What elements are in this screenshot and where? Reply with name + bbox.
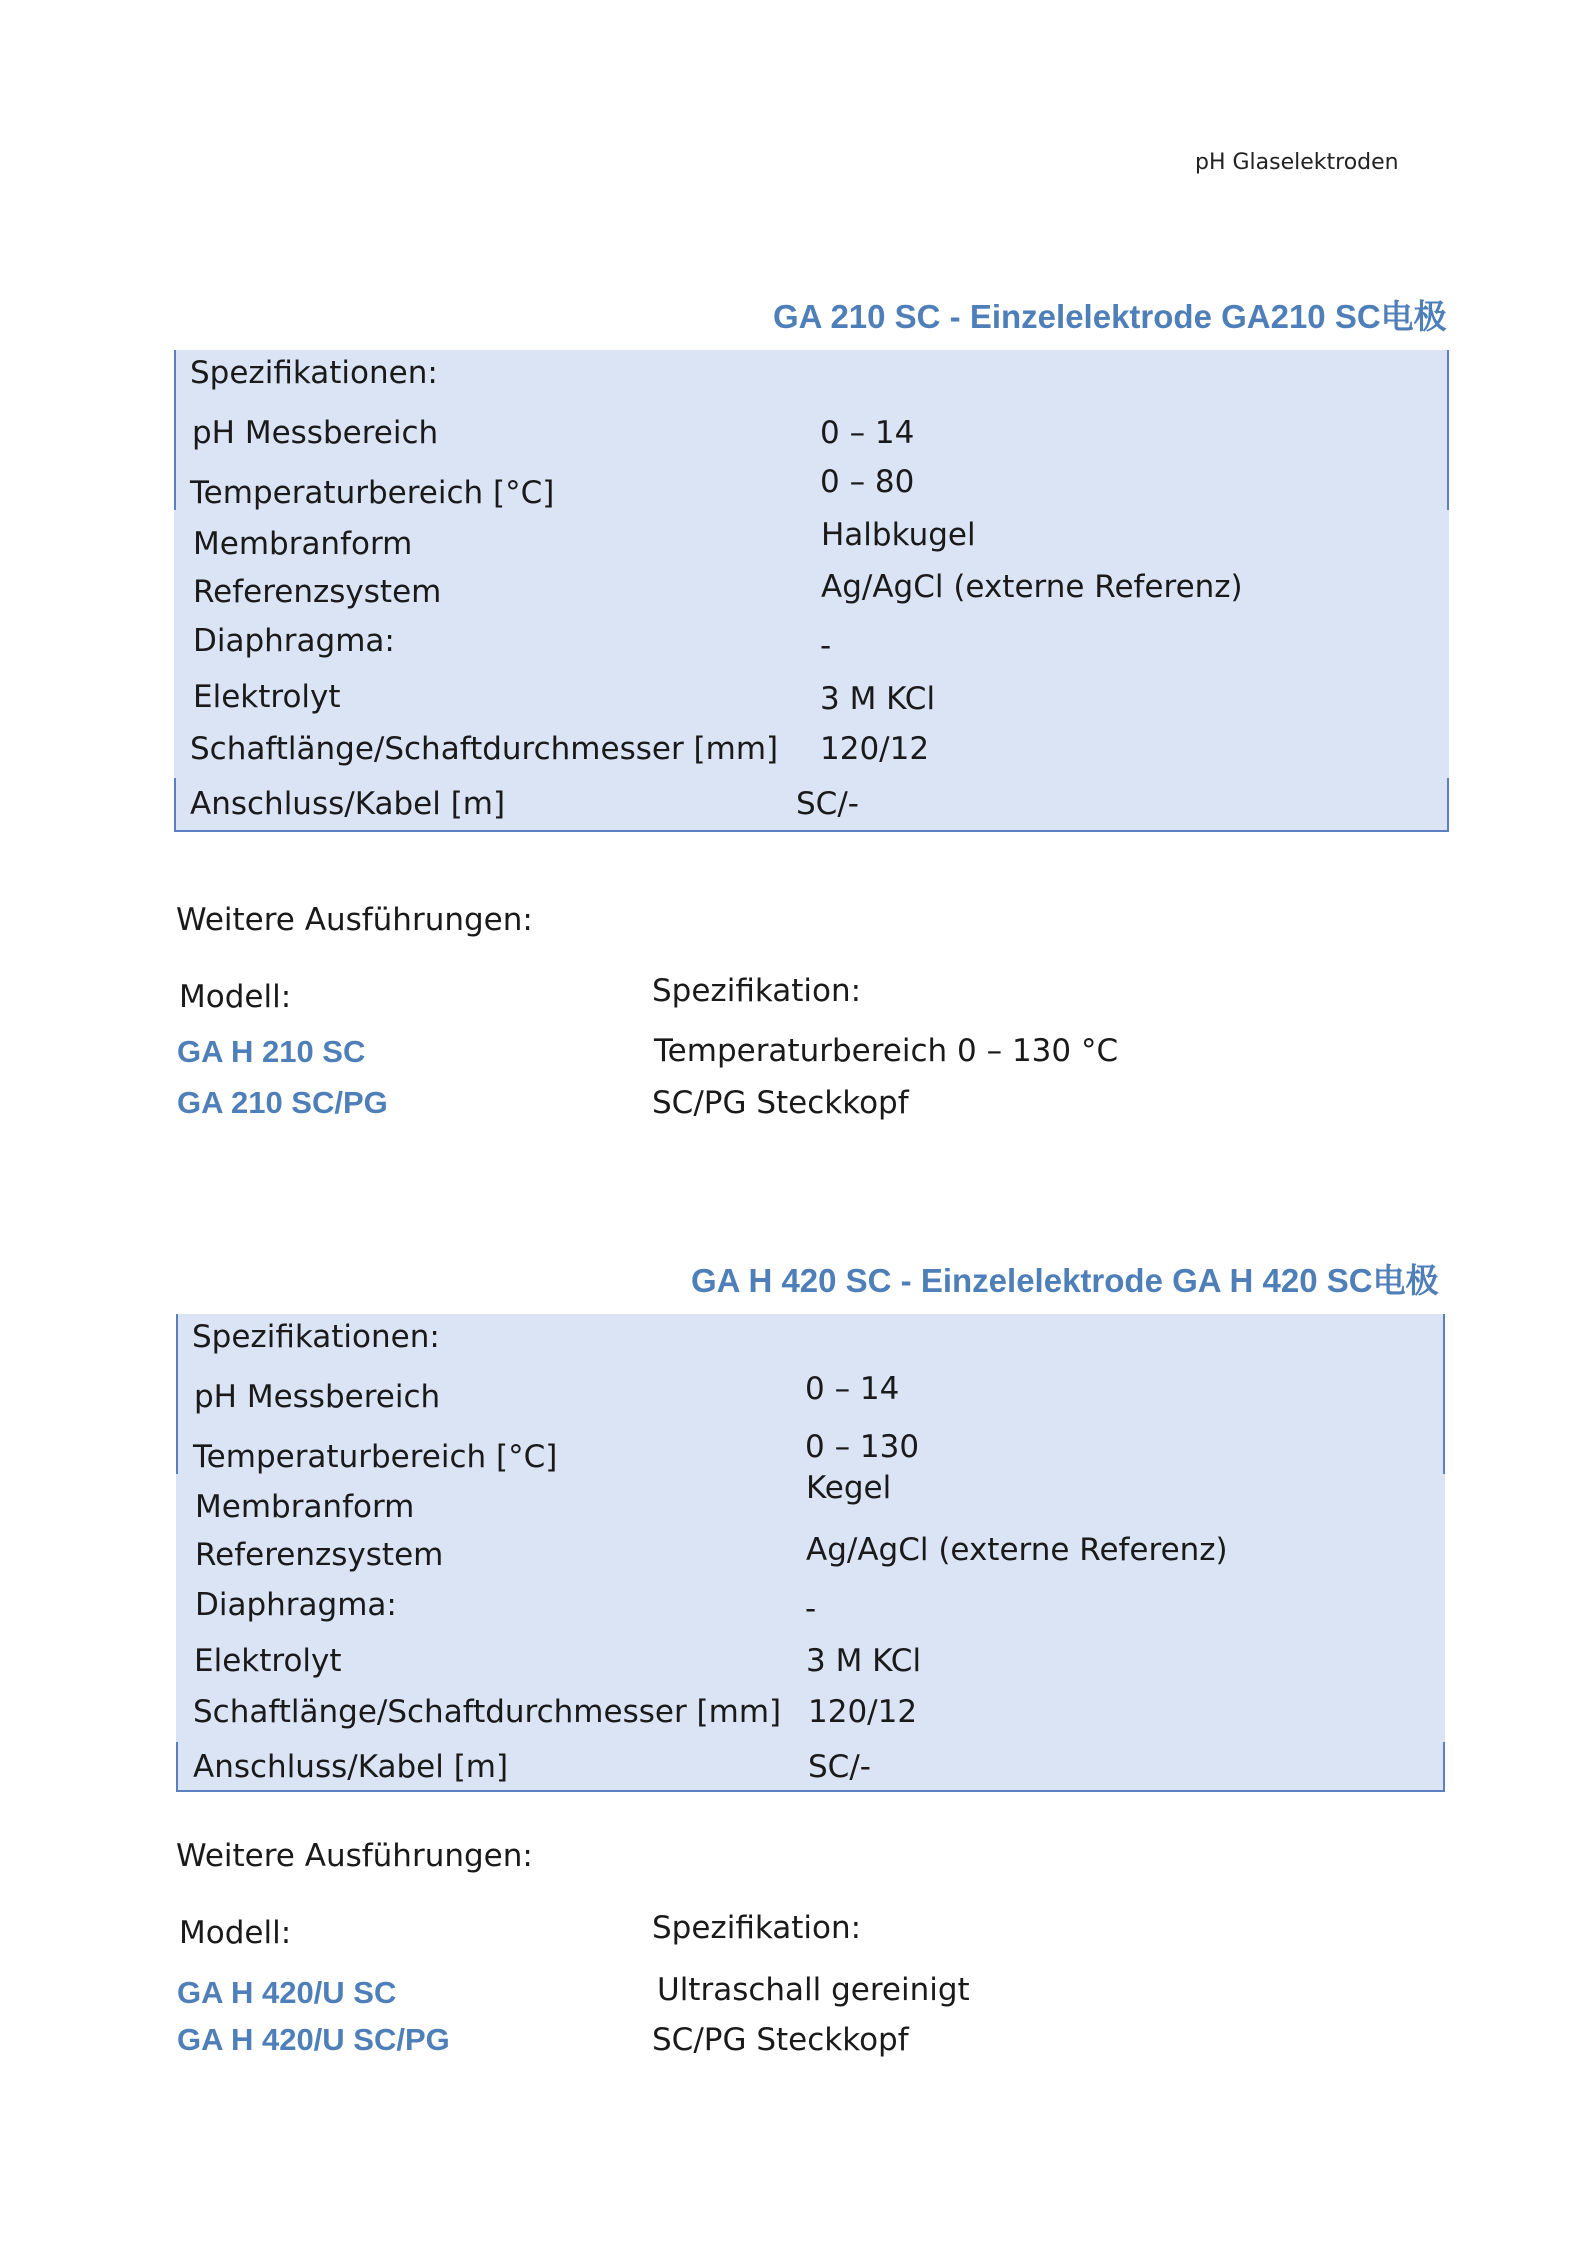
spec-label: pH Messbereich bbox=[192, 415, 439, 451]
variant-model-link[interactable]: GA H 210 SC bbox=[177, 1034, 366, 1069]
spec-label: Temperaturbereich [°C] bbox=[193, 1439, 558, 1475]
spec-label: Referenzsystem bbox=[195, 1537, 444, 1573]
spec-label: Anschluss/Kabel [m] bbox=[190, 786, 506, 822]
variants-heading: Weitere Ausführungen: bbox=[176, 902, 533, 938]
spec-label: Schaftlänge/Schaftdurchmesser [mm] bbox=[193, 1694, 782, 1730]
variant-spec: SC/PG Steckkopf bbox=[652, 1085, 909, 1121]
section-title-gah420sc: GA H 420 SC - Einzelelektrode GA H 420 SC电极 bbox=[691, 1262, 1439, 1299]
spec-label: Referenzsystem bbox=[193, 574, 442, 610]
spec-value: 120/12 bbox=[808, 1694, 918, 1730]
spec-value: 0 – 130 bbox=[805, 1429, 920, 1465]
page-header-title: pH Glaselektroden bbox=[1195, 150, 1399, 175]
spec-value: 3 M KCl bbox=[806, 1643, 922, 1679]
spec-heading: Spezifikationen: bbox=[192, 1319, 440, 1355]
spec-value: SC/- bbox=[796, 786, 859, 822]
variant-model-link[interactable]: GA 210 SC/PG bbox=[177, 1085, 388, 1120]
model-column-header: Modell: bbox=[179, 1915, 292, 1951]
spec-label: Diaphragma: bbox=[193, 623, 395, 659]
spec-value: Ag/AgCl (externe Referenz) bbox=[806, 1532, 1228, 1568]
spec-value: Kegel bbox=[806, 1470, 892, 1506]
spec-value: 3 M KCl bbox=[820, 681, 936, 717]
spec-value: - bbox=[820, 628, 832, 664]
spec-value: 0 – 14 bbox=[805, 1371, 900, 1407]
spec-label: Elektrolyt bbox=[193, 679, 341, 715]
spec-value: Halbkugel bbox=[821, 517, 976, 553]
spec-value: - bbox=[805, 1591, 817, 1627]
spec-label: Elektrolyt bbox=[194, 1643, 342, 1679]
spec-value: 0 – 14 bbox=[820, 415, 915, 451]
model-column-header: Modell: bbox=[179, 979, 292, 1015]
spec-heading: Spezifikationen: bbox=[190, 355, 438, 391]
spec-label: Temperaturbereich [°C] bbox=[190, 475, 555, 511]
spec-value: Ag/AgCl (externe Referenz) bbox=[821, 569, 1243, 605]
spec-label: Schaftlänge/Schaftdurchmesser [mm] bbox=[190, 731, 779, 767]
spec-column-header: Spezifikation: bbox=[652, 1910, 862, 1946]
variant-spec: Ultraschall gereinigt bbox=[657, 1972, 970, 2008]
variant-model-link[interactable]: GA H 420/U SC bbox=[177, 1975, 397, 2010]
spec-value: 0 – 80 bbox=[820, 464, 915, 500]
spec-value: 120/12 bbox=[820, 731, 930, 767]
spec-label: Membranform bbox=[193, 526, 413, 562]
spec-label: pH Messbereich bbox=[194, 1379, 441, 1415]
variant-spec: Temperaturbereich 0 – 130 °C bbox=[654, 1033, 1119, 1069]
spec-value: SC/- bbox=[808, 1749, 871, 1785]
spec-label: Diaphragma: bbox=[195, 1587, 397, 1623]
variant-model-link[interactable]: GA H 420/U SC/PG bbox=[177, 2022, 450, 2057]
section-title-ga210sc: GA 210 SC - Einzelelektrode GA210 SC电极 bbox=[773, 298, 1447, 335]
variant-spec: SC/PG Steckkopf bbox=[652, 2022, 909, 2058]
variants-heading: Weitere Ausführungen: bbox=[176, 1838, 533, 1874]
spec-label: Membranform bbox=[195, 1489, 415, 1525]
spec-label: Anschluss/Kabel [m] bbox=[193, 1749, 509, 1785]
spec-column-header: Spezifikation: bbox=[652, 973, 862, 1009]
